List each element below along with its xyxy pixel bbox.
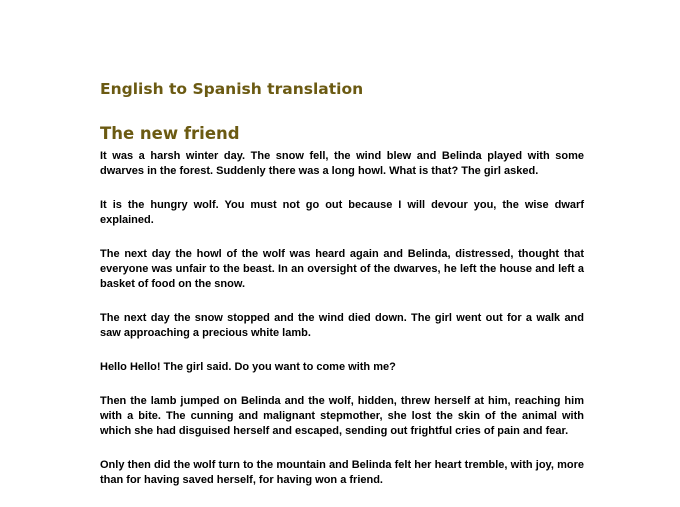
- story-text: [100, 149, 584, 507]
- paragraph: Hello Hello! The girl said. Do you want to come with me?: [100, 361, 396, 373]
- paragraph: It was a harsh winter day. The snow fell, the wind blew and Belinda played with some dwarves in the forest. Suddenly there was a long howl. What is that? The girl asked.: [100, 150, 584, 177]
- document-title: English to Spanish translation: [100, 80, 364, 98]
- paragraph: It is the hungry wolf. You must not go out because I will devour you, the wise dwarf explained.: [100, 199, 584, 226]
- paragraph: The next day the snow stopped and the wind died down. The girl went out for a walk and saw approaching a precious white lamb.: [100, 312, 584, 339]
- paragraph: Only then did the wolf turn to the mountain and Belinda felt her heart tremble, with joy, more than for having saved herself, for having won a friend.: [100, 459, 584, 486]
- paragraph: Then the lamb jumped on Belinda and the wolf, hidden, threw herself at him, reaching him with a bite. The cunning and malignant stepmother, she lost the skin of the animal with which she had disguised herself and escaped, sending out frightful cries of pain and fear.: [100, 395, 584, 437]
- paragraph: The next day the howl of the wolf was heard again and Belinda, distressed, thought that everyone was unfair to the beast. In an oversight of the dwarves, he left the house and left a basket of food on the snow.: [100, 248, 584, 290]
- story-title: The new friend: [100, 124, 240, 143]
